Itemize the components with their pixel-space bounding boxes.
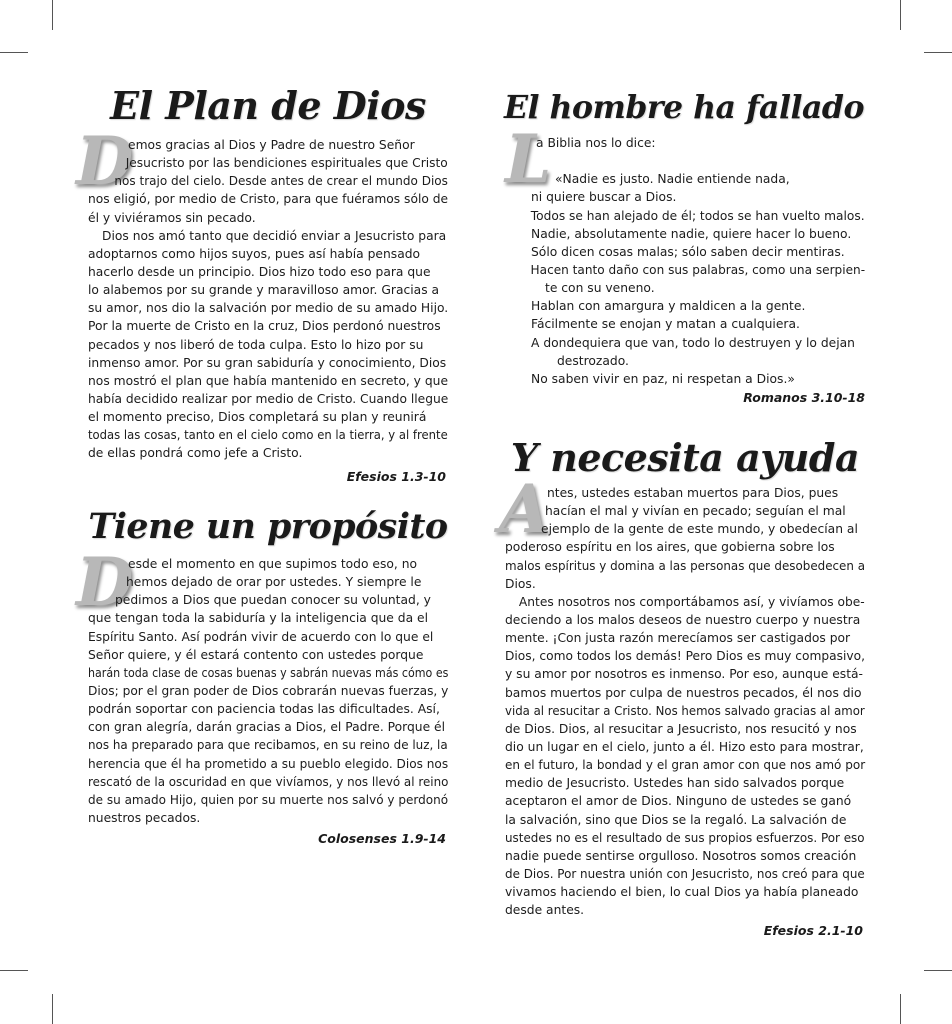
text-line: Sólo dicen cosas malas; sólo saben decir mentiras.	[531, 244, 845, 259]
drop-cap: D	[76, 543, 134, 621]
text-line: hemos dejado de orar por ustedes. Y siempre le	[126, 575, 422, 590]
text-line: adoptarnos como hijos suyos, pues así había pensado	[88, 246, 421, 261]
text-line: nos trajo del cielo. Desde antes de crear el mundo Dios	[114, 174, 448, 189]
crop-mark	[52, 0, 53, 30]
section-body	[88, 555, 448, 827]
text-line: Nadie, absolutamente nadie, quiere hacer lo bueno.	[531, 226, 852, 241]
text-line: de su amado Hijo, quien por su muerte nos salvó y perdonó	[88, 792, 449, 807]
text-line: Dios, como todos los demás! Pero Dios es muy compasivo,	[505, 649, 865, 664]
text-line: hacerlo desde un principio. Dios hizo todo eso para que	[88, 264, 431, 279]
section-hombre	[503, 86, 865, 405]
text-line: a Biblia nos lo dice:	[536, 136, 656, 150]
text-line: nos mostró el plan que había mantenido en secreto, y que	[88, 373, 449, 388]
crop-mark	[900, 994, 901, 1024]
text-line: Señor quiere, y él estará contento con ustedes porque	[88, 647, 424, 662]
drop-cap: D	[76, 122, 134, 200]
section-title: El hombre ha fallado	[504, 89, 864, 126]
text-line: harán toda clase de cosas buenas y sabrán nuevas más cómo es	[88, 665, 449, 680]
text-line: su amor, nos dio la salvación por medio de su amado Hijo.	[88, 301, 449, 316]
text-line: con gran alegría, darán gracias a Dios, el Padre. Porque él	[88, 720, 446, 735]
text-line: nos eligió, por medio de Cristo, para que fuéramos sólo de	[88, 192, 449, 207]
section-body	[88, 136, 448, 463]
text-line	[503, 152, 865, 170]
text-line: Dios nos amó tanto que decidió enviar a Jesucristo para	[102, 228, 447, 243]
crop-mark	[924, 52, 952, 53]
text-line: todas las cosas, tanto en el cielo como en la tierra, y al frente	[88, 428, 448, 443]
text-line: pedimos a Dios que puedan conocer su voluntad, y	[115, 593, 431, 608]
text-line: que tengan toda la sabiduría y la inteligencia que da el	[88, 611, 429, 626]
text-line: te con su veneno.	[545, 281, 655, 296]
drop-cap: L	[505, 120, 552, 198]
text-line: medio de Jesucristo. Ustedes han sido salvados porque	[505, 776, 845, 791]
crop-mark	[0, 52, 28, 53]
text-line: vida al resucitar a Cristo. Nos hemos salvado gracias al amor	[505, 703, 865, 718]
text-line: Jesucristo por las bendiciones espirituales que Cristo	[125, 156, 448, 171]
text-line: deciendo a los malos deseos de nuestro cuerpo y nuestra	[505, 612, 861, 627]
text-line: vivamos haciendo el bien, lo cual Dios ya había planeado	[505, 885, 859, 900]
text-line: bamos muertos por culpa de nuestros pecados, él nos dio	[505, 685, 862, 700]
drop-cap: A	[499, 470, 551, 548]
text-line: y su amor por nosotros es inmenso. Por eso, aunque está-	[505, 667, 863, 682]
text-line: poderoso espíritu en los aires, que gobierna sobre los	[505, 540, 835, 555]
crop-mark	[0, 970, 28, 971]
text-line: hacían el mal y vivían en pecado; seguían el mal	[545, 504, 846, 519]
text-line: dio un lugar en el cielo, junto a él. Hizo esto para mostrar,	[505, 739, 864, 754]
text-line: ustedes no es el resultado de sus propios esfuerzos. Por eso	[505, 830, 865, 845]
section-title: El Plan de Dios	[110, 83, 426, 128]
section-ayuda	[499, 435, 866, 939]
text-line: podrán soportar con paciencia todas las dificultades. Así,	[88, 702, 440, 717]
text-line: Fácilmente se enojan y matan a cualquiera.	[531, 317, 800, 332]
text-line: esde el momento en que supimos todo eso, no	[128, 557, 418, 571]
text-line: Hablan con amargura y maldicen a la gente.	[531, 299, 806, 314]
text-line: A dondequiera que van, todo lo destruyen y lo dejan	[531, 335, 855, 350]
crop-mark	[900, 0, 901, 30]
section-body	[505, 484, 865, 919]
scripture-reference: Efesios 1.3-10	[346, 468, 446, 484]
text-line: emos gracias al Dios y Padre de nuestro Señor	[128, 138, 415, 152]
text-line: la salvación, sino que Dios se la regaló. La salvación de	[505, 812, 847, 827]
text-line: de Dios. Dios, al resucitar a Jesucristo, nos resucitó y nos	[505, 721, 857, 736]
text-line: ntes, ustedes estaban muertos para Dios, pues	[547, 486, 839, 500]
text-line: Dios.	[505, 576, 536, 591]
crop-mark	[52, 994, 53, 1024]
text-line: herencia que él ha prometido a su pueblo elegido. Dios nos	[88, 756, 449, 771]
text-line: aceptaron el amor de Dios. Ninguno de ustedes se ganó	[505, 794, 852, 809]
text-line: de Dios. Por nuestra unión con Jesucristo, nos creó para que	[505, 866, 865, 881]
text-line: el momento preciso, Dios completará su plan y reunirá	[88, 410, 427, 425]
text-line: No saben vivir en paz, ni respetan a Dios.»	[531, 371, 795, 386]
text-line: él y viviéramos sin pecado.	[88, 210, 256, 225]
section-body	[503, 134, 865, 388]
text-line: de ellas pondrá como jefe a Cristo.	[88, 446, 303, 461]
text-line: Espíritu Santo. Así podrán vivir de acuerdo con lo que el	[88, 629, 434, 644]
text-line: rescató de la oscuridad en que vivíamos, y nos llevó al reino	[88, 774, 449, 789]
text-line: había decidido realizar por medio de Cristo. Cuando llegue	[88, 391, 449, 406]
text-line: «Nadie es justo. Nadie entiende nada,	[555, 172, 790, 187]
text-line: destrozado.	[557, 353, 629, 368]
text-line: pecados y nos liberó de toda culpa. Esto lo hizo por su	[88, 337, 424, 352]
text-line: en el futuro, la bondad y el gran amor con que nos amó por	[505, 758, 866, 773]
text-line: desde antes.	[505, 903, 585, 918]
text-line: mente. ¡Con justa razón merecíamos ser castigados por	[505, 631, 851, 646]
text-line: Todos se han alejado de él; todos se han vuelto malos.	[530, 208, 865, 223]
text-line: Dios; por el gran poder de Dios cobrarán nuevas fuerzas, y	[88, 683, 449, 698]
text-line: nadie puede sentirse orgulloso. Nosotros somos creación	[505, 848, 857, 863]
text-line: Por la muerte de Cristo en la cruz, Dios perdonó nuestros	[88, 319, 441, 334]
text-line: ejemplo de la gente de este mundo, y obedecían al	[541, 522, 858, 537]
text-line: lo alabemos por su grande y maravilloso amor. Gracias a	[88, 283, 440, 298]
text-line: malos espíritus y domina a las personas que desobedecen a	[505, 558, 866, 573]
scripture-reference: Romanos 3.10-18	[743, 389, 865, 405]
scripture-reference: Colosenses 1.9-14	[318, 831, 446, 847]
section-title: Y necesita ayuda	[510, 435, 860, 480]
scripture-reference: Efesios 2.1-10	[763, 923, 863, 939]
section-plan	[76, 83, 449, 484]
text-line: Hacen tanto daño con sus palabras, como una serpien-	[530, 262, 866, 277]
text-line: ni quiere buscar a Dios.	[531, 190, 677, 205]
section-title: Tiene un propósito	[88, 506, 448, 547]
text-line: nuestros pecados.	[88, 810, 201, 825]
text-line: nos ha preparado para que recibamos, en su reino de luz, la	[88, 738, 448, 753]
crop-mark	[924, 970, 952, 971]
section-proposito	[76, 505, 449, 847]
text-line: inmenso amor. Por su gran sabiduría y conocimiento, Dios	[88, 355, 447, 370]
text-line: Antes nosotros nos comportábamos así, y vivíamos obe-	[518, 594, 865, 609]
